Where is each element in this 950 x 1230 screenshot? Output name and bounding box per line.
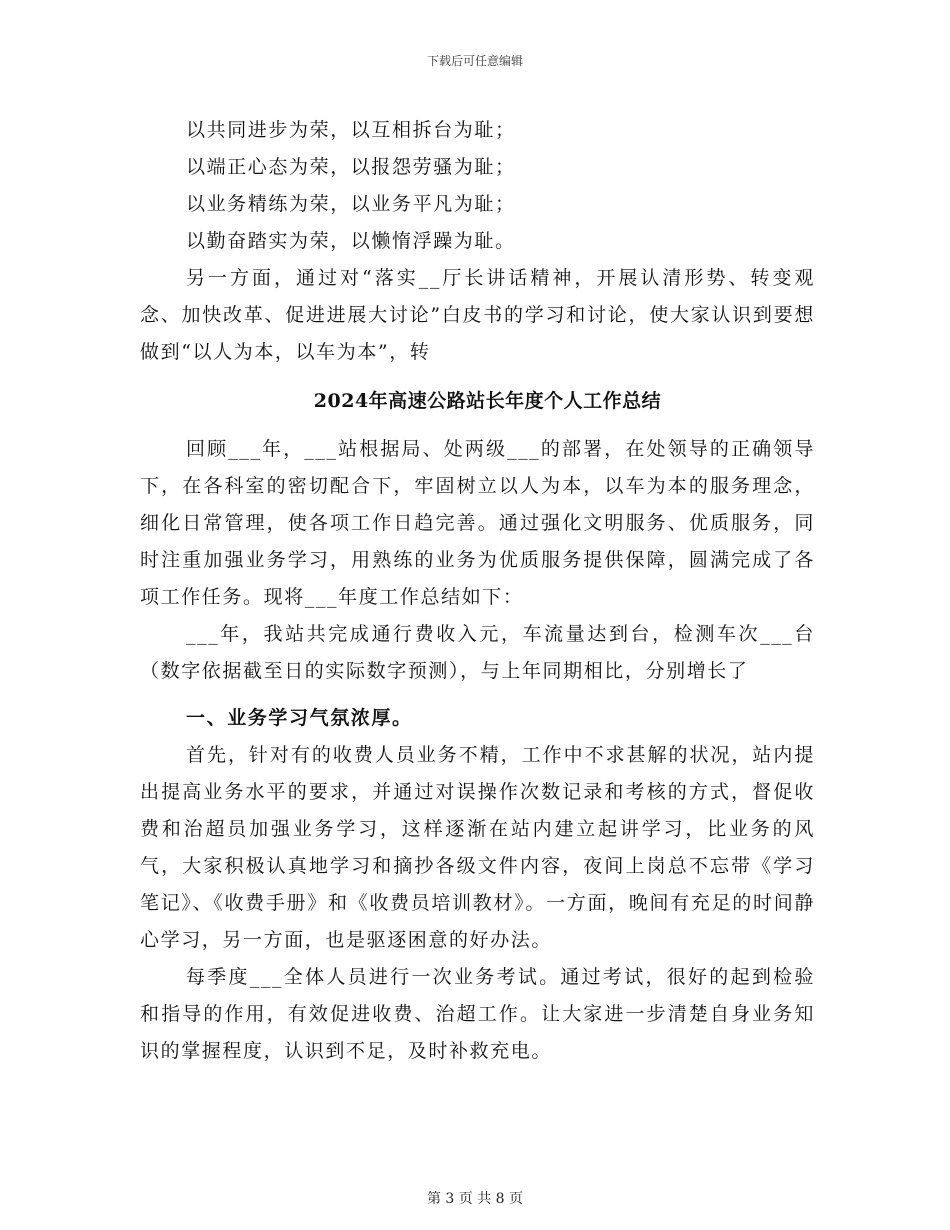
document-body (140, 112, 815, 1070)
body-paragraph: 另一方面，通过对“落实__厅长讲话精神，开展认清形势、转变观念、加快改革、促进进展大讨论”白皮书的学习和讨论，使大家认识到要想做到“以人为本，以车为本”，转 (140, 267, 815, 363)
body-paragraph: 首先，针对有的收费人员业务不精，工作中不求甚解的状况，站内提出提高业务水平的要求，并通过对误操作次数记录和考核的方式，督促收费和治超员加强业务学习，这样逐渐在站内建立起讲学习，比业务的风气，大家积极认真地学习和摘抄各级文件内容，夜间上岗总不忘带《学习笔记》、《收费手册》和《收费员培训教材》。一方面，晚间有充足的时间静心学习，另一方面，也是驱逐困意的好办法。 (140, 744, 815, 951)
document-title: 2024年高速公路站长年度个人工作总结 (313, 390, 662, 412)
body-paragraph: 每季度___全体人员进行一次业务考试。通过考试，很好的起到检验和指导的作用，有效促进收费、治超工作。让大家进一步清楚自身业务知识的掌握程度，认识到不足，及时补救充电。 (140, 966, 815, 1062)
principle-line: 以勤奋踏实为荣，以懒惰浮躁为耻。 (186, 230, 516, 252)
body-paragraph: 回顾___年，___站根据局、处两级___的部署，在处领导的正确领导下，在各科室的密切配合下，牢固树立以人为本，以车为本的服务理念，细化日常管理，使各项工作日趋完善。通过强化文明服务、优质服务，同时注重加强业务学习，用熟练的业务为优质服务提供保障，圆满完成了各项工作任务。现将___年度工作总结如下： (140, 438, 815, 608)
section-heading: 一、业务学习气氛浓厚。 (186, 707, 413, 729)
principle-line: 以业务精练为荣，以业务平凡为耻； (186, 193, 516, 215)
page-number: 第 3 页 共 8 页 (426, 1191, 524, 1207)
page-header: 下载后可任意编辑 (426, 54, 523, 68)
principle-line: 以共同进步为荣，以互相拆台为耻； (186, 119, 516, 141)
body-paragraph: ___年，我站共完成通行费收入元，车流量达到台，检测车次___台（数字依据截至日的实际数字预测），与上年同期相比，分别增长了 (140, 623, 815, 682)
principle-line: 以端正心态为荣，以报怨劳骚为耻； (186, 156, 516, 178)
